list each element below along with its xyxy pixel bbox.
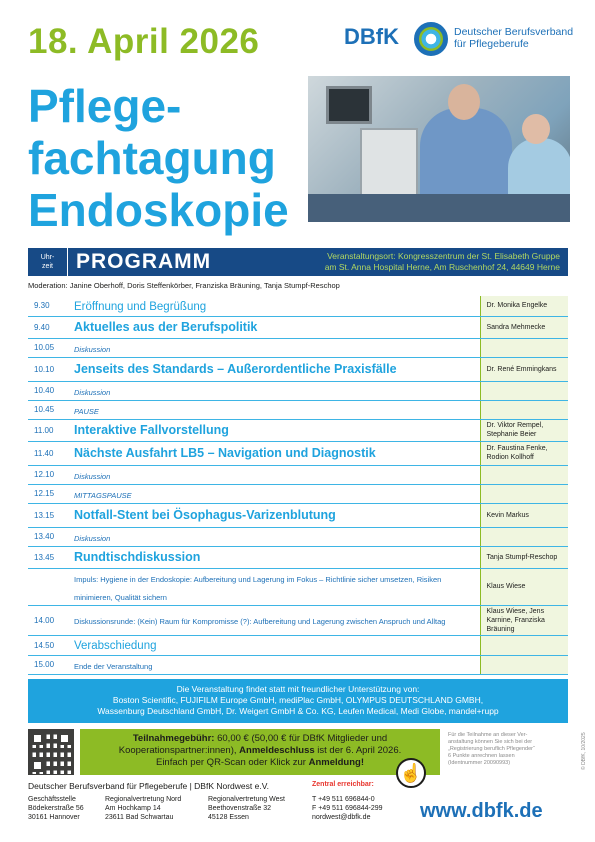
fee-text: ist der 6. April 2026.	[314, 745, 402, 756]
row-event	[70, 400, 480, 419]
row-time: 15.00	[28, 655, 70, 674]
row-speaker: Kevin Markus	[480, 503, 568, 527]
row-time	[28, 568, 70, 605]
fee-box[interactable]	[80, 729, 440, 775]
row-event	[70, 568, 480, 605]
event-title: Rundtischdiskussion	[74, 550, 201, 564]
cert-line: (Identnummer 20090993)	[448, 760, 511, 766]
footer-line: Bödekerstraße 56	[28, 805, 84, 812]
programm-row	[28, 605, 568, 635]
fee-text: 60,00 € (50,00 € für DBfK Mitglieder und	[214, 733, 388, 744]
row-event	[70, 316, 480, 338]
programm-row	[28, 338, 568, 357]
fax-number: F +49 511 696844-299	[312, 805, 383, 812]
title-line: Pflege-	[28, 80, 182, 132]
programm-row	[28, 441, 568, 465]
row-event	[70, 465, 480, 484]
footer-contact	[312, 795, 383, 822]
row-event	[70, 357, 480, 381]
footer-line: 45128 Essen	[208, 814, 249, 821]
row-speaker: Dr. Faustina Fenke, Rodion Kollhoff	[480, 441, 568, 465]
row-time: 13.40	[28, 527, 70, 546]
deadline-label: Anmeldeschluss	[239, 745, 315, 756]
row-time: 10.05	[28, 338, 70, 357]
event-title: Eröffnung und Begrüßung	[74, 300, 207, 313]
programm-header	[28, 248, 568, 276]
row-time: 12.15	[28, 484, 70, 503]
programm-row	[28, 484, 568, 503]
cert-line: „Registrierung beruflich Pflegender“	[448, 746, 535, 752]
page-title	[28, 80, 289, 236]
logo-short: DBfK	[344, 24, 399, 49]
sponsor-line: Wassenburg Deutschland GmbH, Dr. Weigert GmbH & Co. KG, Leufen Medical, Medi Globe, mandel+rupp	[97, 706, 499, 716]
row-time: 11.00	[28, 419, 70, 441]
copyright: © DBfK, 10/2025	[581, 732, 587, 770]
photo-equipment-cart	[360, 128, 418, 200]
row-time: 13.15	[28, 503, 70, 527]
dbfk-logo[interactable]	[344, 22, 574, 58]
moderation: Moderation: Janine Oberhoff, Doris Steffenkörber, Franziska Bräuning, Tanja Stumpf-Reschop	[28, 281, 340, 290]
row-speaker: Tanja Stumpf-Reschop	[480, 546, 568, 568]
row-time: 9.40	[28, 316, 70, 338]
programm-row	[28, 503, 568, 527]
time-column-label	[28, 248, 68, 276]
row-time: 10.10	[28, 357, 70, 381]
photo-monitor	[326, 86, 372, 124]
programm-row	[28, 568, 568, 605]
event-date: 18. April 2026	[28, 22, 260, 61]
programm-row	[28, 381, 568, 400]
programm-row	[28, 546, 568, 568]
event-title: Ende der Veranstaltung	[74, 661, 153, 671]
footer-line: 23611 Bad Schwartau	[105, 814, 174, 821]
qr-code[interactable]	[28, 729, 74, 775]
row-speaker: Klaus Wiese	[480, 568, 568, 605]
footer-region-north	[105, 795, 181, 822]
row-event	[70, 605, 480, 635]
programm-row	[28, 296, 568, 316]
event-title: Diskussion	[74, 387, 111, 397]
cert-line: 6 Punkte anrechnen lassen	[448, 753, 515, 759]
contact-heading: Zentral erreichbar:	[312, 781, 374, 788]
footer-line: Geschäftsstelle	[28, 796, 76, 803]
event-title: PAUSE	[74, 406, 99, 416]
photo-doctor-head	[448, 84, 480, 120]
footer-line: Beethovenstraße 32	[208, 805, 272, 812]
footer-region-west	[208, 795, 285, 822]
event-title: Verabschiedung	[74, 640, 157, 652]
row-event	[70, 338, 480, 357]
row-speaker: Dr. Monika Engelke	[480, 296, 568, 316]
row-speaker: Sandra Mehmecke	[480, 316, 568, 338]
row-time: 13.45	[28, 546, 70, 568]
programm-table	[28, 296, 568, 675]
row-event	[70, 419, 480, 441]
fee-text: Kooperationspartner:innen),	[118, 745, 240, 756]
event-title: Interaktive Fallvorstellung	[74, 423, 229, 437]
cert-line: Für die Teilnahme an dieser Ver-	[448, 732, 528, 738]
row-speaker	[480, 381, 568, 400]
event-title: Diskussion	[74, 533, 111, 543]
sponsor-box	[28, 679, 568, 723]
logo-ring-icon	[414, 22, 448, 56]
email-link[interactable]: nordwest@dbfk.de	[312, 814, 371, 821]
row-time: 11.40	[28, 441, 70, 465]
row-event	[70, 381, 480, 400]
programm-row	[28, 400, 568, 419]
logo-name	[454, 26, 573, 50]
programm-row	[28, 419, 568, 441]
row-speaker	[480, 655, 568, 674]
fee-text: Einfach per QR-Scan oder Klick zur	[155, 757, 309, 768]
row-event	[70, 296, 480, 316]
photo-nurse-head	[522, 114, 550, 144]
registration-link[interactable]: Anmeldung!	[308, 757, 364, 768]
endoscopy-photo	[308, 76, 570, 222]
programm-row	[28, 655, 568, 674]
row-time: 9.30	[28, 296, 70, 316]
row-speaker	[480, 338, 568, 357]
programm-title: PROGRAMM	[76, 250, 212, 273]
row-speaker	[480, 527, 568, 546]
phone-number[interactable]: T +49 511 696844-0	[312, 796, 375, 803]
programm-row	[28, 357, 568, 381]
sponsor-line: Boston Scientific, FUJIFILM Europe GmbH, mediPlac GmbH, OLYMPUS DEUTSCHLAND GMBH,	[112, 695, 484, 705]
venue-line1: Veranstaltungsort: Kongresszentrum der St. Elisabeth Gruppe	[327, 251, 560, 261]
logo-name-line1: Deutscher Berufsverband	[454, 26, 574, 38]
row-event	[70, 441, 480, 465]
title-line: Endoskopie	[28, 184, 289, 236]
row-event	[70, 527, 480, 546]
event-title: Diskussionsrunde: (Kein) Raum für Kompromisse (?): Aufbereitung und Lagerung zwischen Anspruch und Alltag	[74, 617, 446, 626]
qr-corner	[58, 732, 71, 745]
footer-line: Regionalvertretung West	[208, 796, 285, 803]
qr-corner	[31, 732, 44, 745]
row-time: 10.40	[28, 381, 70, 400]
row-event	[70, 503, 480, 527]
row-speaker: Dr. Viktor Rempel, Stephanie Beier	[480, 419, 568, 441]
event-title: Notfall-Stent bei Ösophagus-Varizenblutung	[74, 508, 336, 522]
cert-line: anstaltung können Sie sich bei der	[448, 739, 533, 745]
venue	[325, 251, 560, 273]
row-event	[70, 484, 480, 503]
sponsor-line: Die Veranstaltung findet statt mit freundlicher Unterstützung von:	[176, 684, 420, 694]
title-line: fachtagung	[28, 132, 276, 184]
row-speaker	[480, 484, 568, 503]
row-event	[70, 655, 480, 674]
programm-row	[28, 635, 568, 655]
certification-note	[448, 732, 572, 767]
footer-line: Am Hochkamp 14	[105, 805, 161, 812]
time-label-line2: zeit	[42, 263, 53, 270]
logo-name-line2: für Pflegeberufe	[454, 38, 529, 50]
programm-row	[28, 316, 568, 338]
row-speaker	[480, 465, 568, 484]
programm-row	[28, 527, 568, 546]
pointing-hand-icon[interactable]: ☝	[396, 758, 426, 788]
row-time: 12.10	[28, 465, 70, 484]
row-time: 10.45	[28, 400, 70, 419]
row-speaker	[480, 635, 568, 655]
footer-office	[28, 795, 84, 822]
qr-corner	[31, 759, 44, 772]
row-event	[70, 635, 480, 655]
event-title: MITTAGSPAUSE	[74, 490, 132, 500]
event-title: Diskussion	[74, 344, 111, 354]
fee-label: Teilnahmegebühr:	[132, 733, 215, 744]
row-event	[70, 546, 480, 568]
footer-line: Regionalvertretung Nord	[105, 796, 182, 803]
footer-line: 30161 Hannover	[28, 814, 80, 821]
photo-bed	[308, 194, 570, 222]
event-title: Impuls: Hygiene in der Endoskopie: Aufbereitung und Lagerung im Fokus – Richtlinie sicher umsetzen, Risiken minimieren, Qualität sichern	[74, 574, 442, 602]
event-title: Aktuelles aus der Berufspolitik	[74, 320, 258, 334]
row-speaker: Klaus Wiese, Jens Karnine, Franziska Bräuning	[480, 605, 568, 635]
footer-organisation: Deutscher Berufsverband für Pflegeberufe | DBfK Nordwest e.V.	[28, 781, 269, 791]
event-title: Jenseits des Standards – Außerordentliche Praxisfälle	[74, 362, 397, 376]
website-link[interactable]: www.dbfk.de	[420, 800, 543, 822]
venue-line2: am St. Anna Hospital Herne, Am Ruschenhof 24, 44649 Herne	[324, 262, 560, 272]
event-title: Nächste Ausfahrt LB5 – Navigation und Diagnostik	[74, 446, 376, 460]
programm-row	[28, 465, 568, 484]
row-speaker: Dr. René Emmingkans	[480, 357, 568, 381]
time-label-line1: Uhr-	[40, 254, 55, 261]
row-time: 14.50	[28, 635, 70, 655]
event-title: Diskussion	[74, 471, 111, 481]
row-time: 14.00	[28, 605, 70, 635]
row-speaker	[480, 400, 568, 419]
